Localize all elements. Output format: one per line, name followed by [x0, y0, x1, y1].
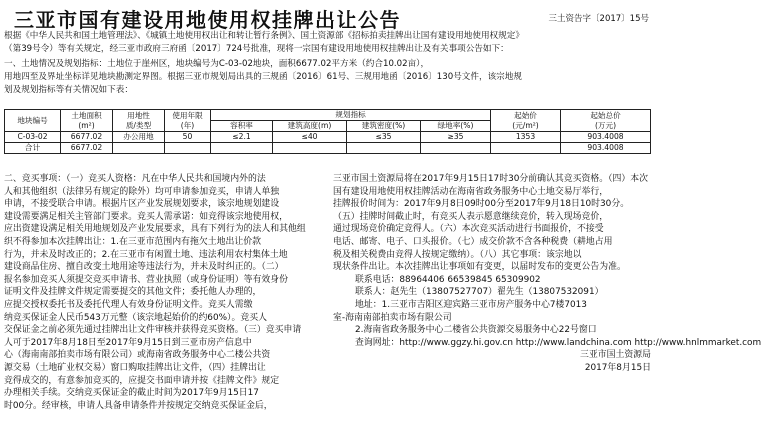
body-line: 应出资建设满足相关用地规划及产业发展要求，具有下列行为的法人和其他组 [4, 224, 306, 235]
body-line: 纳竞买保证金人民币543万元整（该宗地起始价的约60%）。竞买人 [4, 312, 267, 323]
body-line: 时00分。经审核，申请人具备申请条件并按规定交纳竞买保证金后， [4, 400, 273, 411]
header-density: 建筑密度(%) [347, 121, 421, 132]
body-left-column [4, 173, 326, 442]
body-line: 人和其他组织（法律另有规定的除外）均可申请参加竞买，申请人单独 [4, 186, 280, 197]
cell-density: ≤35 [347, 132, 421, 143]
header-start-price: 起始价 (元/m²) [491, 110, 561, 132]
header-plan: 规划指标 [211, 110, 491, 121]
body-line: 交保证金之前必须先通过挂牌出让文件审核并获得竞买资格。（三）竞买申请 [4, 325, 302, 336]
contact-phone: 联系电话：88964406 66539845 65309902 [355, 274, 541, 285]
body-line: 税及相关税费由竞得人按规定缴纳）。（八）其它事项：该宗地以 [333, 249, 582, 260]
cell-far [211, 143, 273, 154]
cell-parcel-no: C-03-02 [5, 132, 61, 143]
body-line: 心（海南南部拍卖市场有限公司）或海南省政务服务中心二楼公共资 [4, 350, 271, 361]
cell-area: 6677.02 [61, 143, 113, 154]
body-line: 行为，并未及时改正的；2.在三亚市有闲置土地、违法利用农村集体土地 [4, 249, 288, 260]
body-line: （五）挂牌时间截止时，有竞买人表示愿意继续竞价，转入现场竞价， [333, 211, 609, 222]
body-right-column [333, 173, 761, 442]
cell-term: 50 [165, 132, 211, 143]
body-line: 通过现场竞价确定竞得人。（六）本次竞买活动进行书面报价，不接受 [333, 224, 604, 235]
body-line: 竞得成交的，有意参加竞买的，应提交书面申请并按《挂牌文件》规定 [4, 375, 280, 386]
body-line: 人可于2017年8月18日至2017年9月15日到三亚市房产信息中 [4, 337, 252, 348]
body-line: 报名参加竞买人须提交竞买申请书、营业执照（或身份证明）等有效身份 [4, 274, 288, 285]
body-line: 三亚市国土资源局将在2017年9月15日17时30分前确认其竞买资格。（四）本次 [333, 174, 649, 184]
cell-start-price [491, 143, 561, 154]
header-green: 绿地率(%) [421, 121, 491, 132]
body-line: 建设需要满足相关主管部门要求。竞买人需承诺：如竞得该宗地使用权， [4, 211, 288, 222]
header-use: 用地性 质/类型 [113, 110, 165, 132]
header-start-total: 起始总价 (万元) [561, 110, 651, 132]
body-line: 现状条件出让。本次挂牌出让事项如有变更，以届时发布的变更公告为准。 [333, 262, 626, 273]
body-line: 电话、邮寄、电子、口头报价。（七）成交价款不含各种税费（耕地占用 [333, 236, 613, 247]
table-row [5, 132, 651, 143]
intro-line: 根据《中华人民共和国土地管理法》、《城镇土地使用权出让和转让暂行条例》、国土资源部《招标拍卖挂牌出让国有建设用地使用权规定》 [4, 31, 524, 41]
body-line: 织不得参加本次挂牌出让：1.在三亚市范围内有拖欠土地出让价款 [4, 236, 261, 247]
contact-address: 室-海南南部拍卖市场有限公司 [333, 312, 452, 323]
body-line: 申请，不接受联合申请。根据片区产业发展规划要求，该宗地规划建设 [4, 199, 280, 210]
intro-line: 一、土地情况及规划指标：土地位于崖州区，地块编号为C-03-02地块，面积6677.02平方米（约合10.02亩）， [4, 59, 430, 69]
header-area: 土地面积 (m²) [61, 110, 113, 132]
body-line: 源交易（土地矿业权交易）窗口购取挂牌出让文件，（四）挂牌出让 [4, 362, 266, 373]
cell-height [273, 143, 347, 154]
table-row-total [5, 143, 651, 154]
issuer-name: 三亚市国土资源局 [580, 350, 651, 361]
issue-date: 2017年8月15日 [584, 362, 651, 373]
body-line: 建设商品住房、擅自改变土地用途等违法行为，并未及时纠正的。（二） [4, 262, 284, 273]
intro-line: （第39号令）等有关规定，经三亚市政府三府函〔2017〕724号批准，现将一宗国有建设用地使用权挂牌出让及有关事项公告如下： [4, 44, 509, 54]
cell-height: ≤40 [273, 132, 347, 143]
query-urls: 查询网址：http://www.ggzy.hi.gov.cn http://www.landchina.com http://www.hnlmmarket.com [355, 337, 761, 348]
cell-start-price: 1353 [491, 132, 561, 143]
intro-line: 划及规划指标等有关情况如下表： [4, 85, 133, 95]
header-parcel-no: 地块编号 [5, 110, 61, 132]
table-header-row [5, 110, 651, 121]
body-line: 国有建设用地使用权挂牌活动在海南省政务服务中心土地交易厅举行， [333, 186, 609, 197]
cell-use: 办公用地 [113, 132, 165, 143]
notice-title: 三亚市国有建设用地使用权挂牌出让公告 [14, 8, 401, 32]
body-line: 二、竞买事项：（一）竞买人资格：凡在中华人民共和国境内外的法 [4, 174, 266, 184]
parcel-table [4, 109, 651, 154]
cell-use [113, 143, 165, 154]
header-far: 容积率 [211, 121, 273, 132]
cell-density [347, 143, 421, 154]
intro-line: 用地四至及界址坐标详见地块勘测定界图。根据三亚市规划局出具的三规函〔2016〕61号、三规用地函〔2016〕130号文件，该宗地规 [4, 72, 522, 82]
contact-address: 2.海南省政务服务中心二楼省公共资源交易服务中心22号窗口 [355, 325, 597, 336]
cell-term [165, 143, 211, 154]
body-line: 应提交授权委托书及委托代理人有效身份证明文件。竞买人需缴 [4, 299, 253, 310]
cell-start-total: 903.4008 [561, 143, 651, 154]
cell-green [421, 143, 491, 154]
body-line: 挂牌报价时间为：2017年9月8日09时00分至2017年9月18日10时30分。 [333, 199, 630, 210]
cell-parcel-no: 合计 [5, 143, 61, 154]
header-height: 建筑高度(m) [273, 121, 347, 132]
document-number: 三土资告字〔2017〕15号 [548, 14, 649, 24]
contact-address: 地址：1.三亚市吉阳区迎宾路三亚市房产服务中心7楼7013 [355, 299, 587, 310]
cell-start-total: 903.4008 [561, 132, 651, 143]
body-line: 办理相关手续。交纳竞买保证金的截止时间为2017年9月15日17 [4, 388, 259, 399]
cell-far: ≤2.1 [211, 132, 273, 143]
cell-area: 6677.02 [61, 132, 113, 143]
header-term: 使用年限 (年) [165, 110, 211, 132]
cell-green: ≥35 [421, 132, 491, 143]
contact-person: 联系人：赵先生（13807527707）翟先生（13807532091） [355, 287, 604, 298]
body-line: 证明文件及挂牌文件规定需要提交的其他文件；委托他人办理的， [4, 287, 262, 298]
